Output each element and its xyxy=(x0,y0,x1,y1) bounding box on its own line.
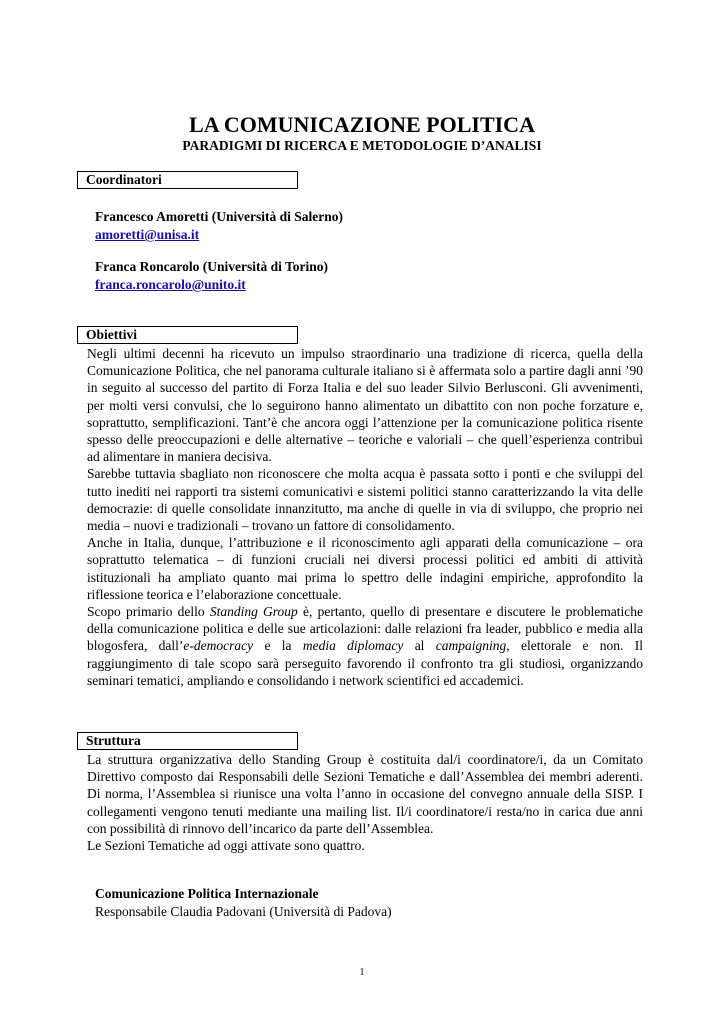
obiettivi-paragraph-3: Anche in Italia, dunque, l’attribuzione e il riconoscimento agli apparati della comunicazione – ora soprattutto telematica – di funzioni cruciali nei diversi processi politici ed ambiti di attività istituzionali ha ampliato quanto mai prima lo spettro delle indagini empiriche, approfondito la riflessione teorica e l’elaborazione concettuale. xyxy=(87,535,643,602)
obiettivi-paragraph-4: Scopo primario dello Standing Group è, pertanto, quello di presentare e discutere le problematiche della comunicazione politica e delle sue articolazioni: dalle relazioni fra leader, pubblico e media alla blogosfera, dall’e-democracy e la media diplomacy al campaigning, elettorale e non. Il raggiungimento di tale scopo sarà perseguito favorendo il confronto tra gli studiosi, organizzando seminari tematici, ampliando e consolidando i network scientifici ed accademici. xyxy=(87,604,643,688)
coordinator-1 xyxy=(95,208,343,244)
coordinator-email-link[interactable]: amoretti@unisa.it xyxy=(95,227,200,242)
coordinator-name: Francesco Amoretti (Università di Salerno) xyxy=(95,209,343,224)
obiettivi-paragraph-1: Negli ultimi decenni ha ricevuto un impulso straordinario una tradizione di ricerca, quella della Comunicazione Politica, che nel panorama culturale italiano si è affermata solo a partire dagli anni ’90 in seguito al successo del partito di Forza Italia e del suo leader Silvio Berlusconi. Gli avvenimenti, per molti versi convulsi, che lo seguirono hanno alimentato un dibattito con non poche forzature e, soprattutto, semplificazioni. Tant’è che ancora oggi l’attenzione per la comunicazione politica risente spesso delle preoccupazioni e delle alternative – teoriche e valoriali – che quell’esperienza contribuì ad alimentare in maniera decisiva. xyxy=(87,346,643,465)
struttura-paragraph-2: Le Sezioni Tematiche ad oggi attivate sono quattro. xyxy=(87,838,365,854)
section-heading-obiettivi: Obiettivi xyxy=(77,326,298,344)
section-heading-coordinatori: Coordinatori xyxy=(77,171,298,189)
document-subtitle: PARADIGMI DI RICERCA E METODOLOGIE D’ANALISI xyxy=(182,138,542,153)
sezione-responsabile: Responsabile Claudia Padovani (Università di Padova) xyxy=(95,904,392,919)
coordinator-name: Franca Roncarolo (Università di Torino) xyxy=(95,259,329,274)
obiettivi-paragraph-2: Sarebbe tuttavia sbagliato non riconoscere che molta acqua è passata sotto i ponti e che sviluppi del tutto inediti nei rapporti tra sistemi comunicativi e sistemi politici stanno caratterizzando la vita delle democrazie: di quelle consolidate innanzitutto, ma anche di quelle in via di sviluppo, che proprio nei media – nuovi e tradizionali – trovano un fattore di consolidamento. xyxy=(87,466,643,534)
struttura-paragraph-1: La struttura organizzativa dello Standing Group è costituita dal/i coordinatore/i, da un Comitato Direttivo composto dai Responsabili delle Sezioni Tematiche e dall’Assemblea dei membri aderenti. Di norma, l’Assemblea si riunisce una volta l’anno in occasione del convegno annuale della SISP. I collegamenti vengono tenuti mediante una mailing list. Il/i coordinatore/i resta/no in carica due anni con possibilità di rinnovo dell’incarico da parte dell’Assemblea. xyxy=(87,752,643,836)
struttura-body xyxy=(87,751,643,854)
document-title: LA COMUNICAZIONE POLITICA xyxy=(189,112,535,137)
coordinator-2 xyxy=(95,258,328,294)
obiettivi-body xyxy=(87,345,643,689)
page-number: 1 xyxy=(359,967,365,978)
sezione-title: Comunicazione Politica Internazionale xyxy=(95,886,319,901)
section-heading-struttura: Struttura xyxy=(77,732,298,750)
coordinator-email-link[interactable]: franca.roncarolo@unito.it xyxy=(95,277,246,292)
